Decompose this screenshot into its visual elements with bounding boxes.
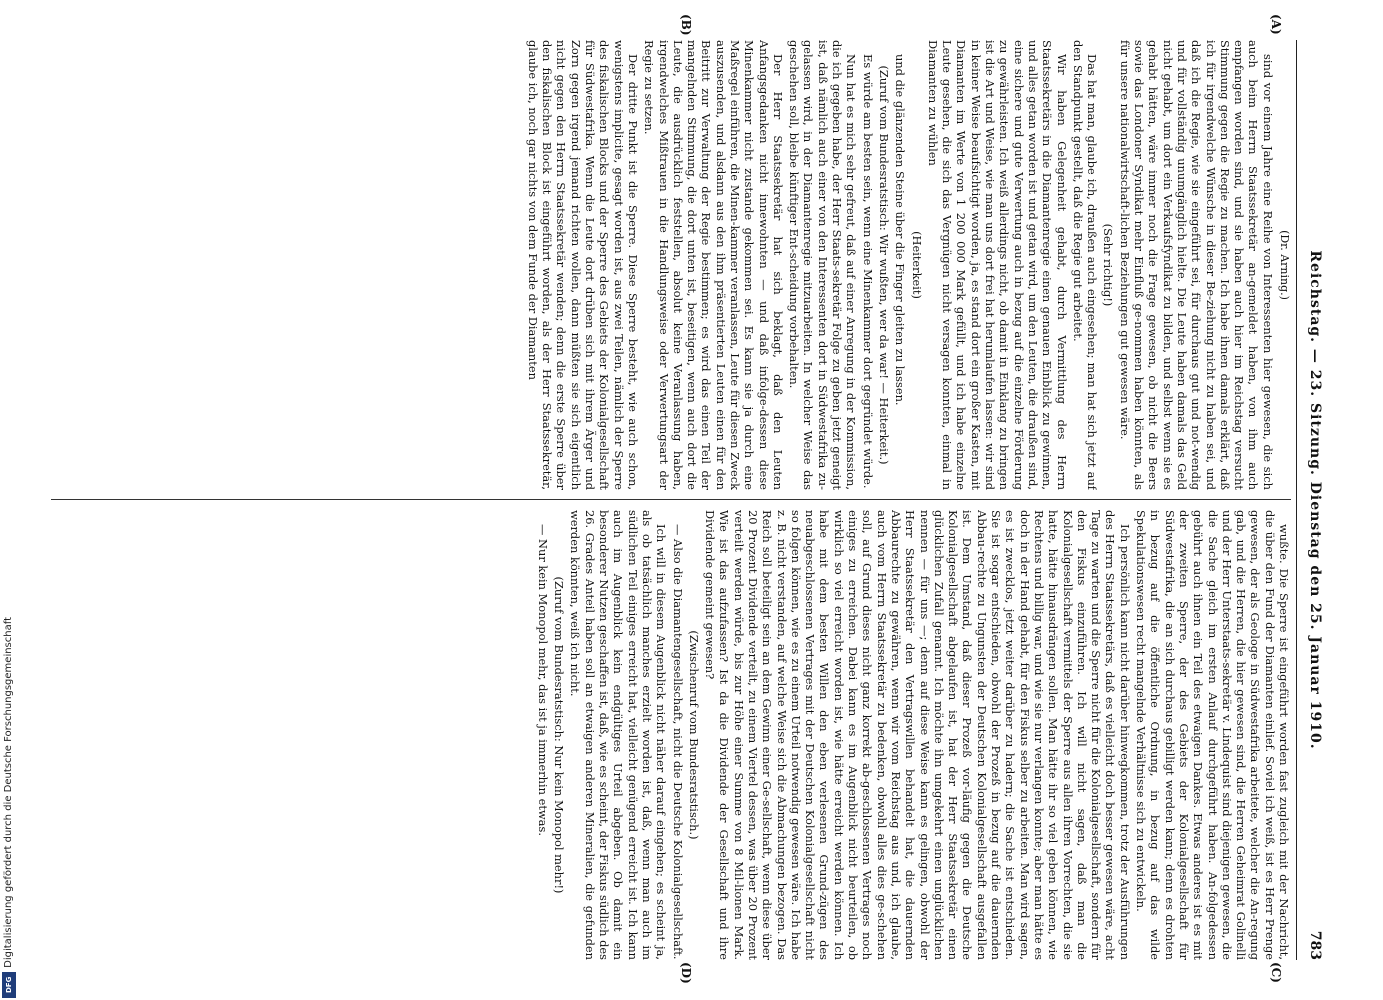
left-column — [41, 40, 1291, 490]
paragraph: Das hat man, glaube ich, draußen auch eingesehen; man hat sich jetzt auf den Standpunkt gestellt, daß die Regie gut arbeitet. — [1070, 40, 1100, 490]
header-rule — [1296, 40, 1297, 960]
header-title: Reichstag. — 23. Sitzung. Dienstag den 25. Januar 1910. — [1307, 250, 1323, 750]
column-divider — [51, 499, 1291, 500]
paragraph: wußte. Die Sperre ist eingeführt worden fast zugleich mit der Nachricht, die über den Fund der Diamanten einlief. Soviel ich weiß, ist es Herr Prenge gewesen, der als Geologe in Südwestafrika arbeitete, welcher die An-regung gab, und die Herren, die hier gewesen sind, die Herren Geheimrat Golinelli und der Herr Unterstaats-sekretär v. Lindequist sind diejenigen gewesen, die die Sache gleich im ersten Anlauf durchgeführt haben. An-folgedessen gebührt auch ihnen ein Teil des etwaigen Dankes. Etwas anderes ist es mit der zweiten Sperre, der des Gebiets der Kolonialgesellschaft für Südwestafrika, die an sich durchaus gebilligt werden kann; denn es drohten in bezug auf die öffentliche Ordnung, in bezug auf das wilde Spekulationswesen recht mangelnde Verhältnisse sich zu entwickeln. — [1134, 510, 1291, 960]
interjection: (Sehr richtig!) — [1101, 223, 1116, 307]
interjection: (Zuruf vom Bundesratstisch: Wir wußten, wer da war! — Heiterkeit.) — [876, 65, 891, 465]
margin-mark-a: (A) — [1269, 14, 1283, 35]
paragraph: — Nur kein Monopol mehr, das ist ja immerhin etwas. — [535, 524, 550, 836]
speaker-label: (Dr. Arning.) — [1278, 230, 1291, 300]
margin-mark-d: (D) — [679, 962, 693, 984]
paragraph: Nun hat es mich sehr gefreut, daß auf einer Anregung in der Kommission, die ich gegeben habe, der Herr Staats-sekretär Folge zu geben jetzt geneigt ist, daß nämlich auch einer von den Interessenten dort in Südwestafrika zu-gelassen wird, in der Diamantenregie mitzuarbeiten. In welcher Weise das geschehen soll, bleibe künftiger Ent-scheidung vorbehalten. — [787, 40, 859, 490]
interjection: (Zuruf vom Bundesratstisch: Nur kein Monopol mehr!) — [552, 576, 567, 894]
digitization-footer — [0, 0, 18, 1000]
page-number: 783 — [1307, 930, 1323, 960]
interjection: (Zwischenruf vom Bundesratstisch.) — [686, 630, 701, 840]
footer-credit: Digitalisierung gefördert durch die Deutsche Forschungsgemeinschaft — [3, 617, 14, 968]
paragraph: Der dritte Punkt ist die Sperre. Diese Sperre besteht, wie auch schon, wenigstens implicite, gesagt worden ist, aus zwei Teilen, nämlich der Sperre des fiskalischen Blocks und der Sperre des Gebiets der Kolonialgesellschaft für Südwestafrika. Wenn die Leute dort drüben sich mit ihrem Ärger und Zorn gegen irgend jemand richten wollen, dann müßten sie sich eigentlich nicht gegen den Herrn Staatssekretär wenden; denn die erste Sperre über den fiskalischen Block ist eingeführt worden, als der Herr Staatssekretär, glaube ich, noch gar nichts von dem Funde der Diamanten — [525, 40, 640, 490]
paragraph: Ich will in diesem Augenblick nicht näher darauf eingehen; es scheint ja, als ob tatsächlich manches erzielt worden ist, daß, wenn man auch im südlichen Teil einiges erreicht hat, vielleicht genügend erreicht ist. Ich kann auch im Augenblick kein endgültiges Urteil abgeben. Ob damit ein besonderer Nutzen geschaffen ist, daß, wie es scheint, der Fiskus südlich des 26. Grades Anteil haben soll an etwaigen anderen Mineralien, die gefunden werden könnten, weiß ich nicht. — [568, 510, 669, 960]
paragraph: Ich persönlich kann nicht darüber hinwegkommen, trotz der Ausführungen des Herrn Staatssekretärs, daß es vielleicht doch besser gewesen wäre, acht Tage zu warten und die Sperre nicht für die Kolonialgesellschaft, sondern für den Fiskus einzuführen. Ich will nicht sagen, daß man die Kolonialgesellschaft vermittels der Sperre aus allen ihren Vorrechten, die sie hatte, hätte hinausdrängen sollen. Man hätte ihr so viel geben können, wie Rechtens und billig war, und wie sie nur verlangen konnte; aber man hätte es doch in der Hand gehabt, für den Fiskus selber zu arbeiten. Man wird sagen, es ist zwecklos, jetzt weiter darüber zu hadern; die Sache ist entschieden. Sie ist sogar entschieden, obwohl der Prozeß in bezug auf die dauernden Abbau-rechte zu Ungunsten der Deutschen Kolonialgesellschaft ausgefallen ist. Dem Umstand, daß dieser Prozeß vor-läufig gegen die Deutsche Kolonialgesellschaft abgelaufen ist, hat der Herr Staatssekretär einen glücklichen Zufall genannt. Ich möchte ihn umgekehrt einen unglücklichen nennen — für uns —; denn auf diese Weise kann es gelingen, obwohl der Herr Staatssekretär den Vertragswillen behandelt hat, die dauernden Abbaurechte zu gewähren, wenn wir vom Reichstag aus und, ich glaube, auch vom Herrn Staatssekretär zu bedenken, obwohl alles dies ge-schehen soll, auf Grund dieses nicht ganz korrekt ab-geschlossenen Vertrages noch einiges zu erreichen. Dabei kann es im Augenblick nicht beurteilen, ob wirklich so viel erreicht worden ist, wie hätte erreicht werden können. Ich habe mit dem besten Willen den eben verlesenen Grund-zügen des neuabgeschlossenen Vertrages mit der Deutschen Kolonialgesellschaft nicht so folgen können, wie es zu einem Urteil notwendig gewesen wäre. Ich habe z. B. nicht verstanden, auf welche Weise sich die Abmachungen bezogen. Das Reich soll beteiligt sein an dem Gewinn einer Ge-sellschaft, wenn diese über 20 Prozent Dividende verteilt, zu einem Viertel dessen, was über 20 Prozent verteilt werden würde, bis zur Höhe einer Summe von 8 Mil-lionen Mark. Wie ist das aufzufassen? Ist da die Dividende der Gesellschaft und ihre Dividende gemeint gewesen? — [703, 510, 1132, 960]
paragraph: Wir haben Gelegenheit gehabt, durch Vermittlung des Herrn Staatssekretärs in die Diamantenregie einen genauen Einblick zu gewinnen, und alles getan worden ist und getan wird, um den Leuten, die draußen sind, eine sichere und gute Verwertung auch in bezug auf die einzelne Förderung zu gewährleisten. Ich weiß allerdings nicht, ob damit in Einklang zu bringen ist die Art und Weise, wie man uns dort frei hat herumlaufen lassen: wir sind in keiner Weise beaufsichtigt worden, ja, es stand dort ein großer Kasten, mit Diamanten im Werte von 1 200 000 Mark gefüllt, und ich habe einzelne Leute gesehen, die sich das Vergnügen nicht versagen konnten, einmal in Diamanten zu wühlen — [925, 40, 1069, 490]
paragraph: Der Herr Staatssekretär hat sich beklagt, daß den Leuten Anfangsgedanken nicht innewohnten — und daß infolge-dessen diese Minenkammer nicht zustande gekommen sei. Es kann sie ja durch eine Maßregel einführen, die Minen-kammer veranlassen, Leute für diesen Zweck auszusenden, und alsdann aus den ihm präsentierten Leuten einen für den Beitritt zur Verwaltung der Regie bestimmen; es wird das einen Teil der mangelnden Stimmung, die dort unten ist, beseitigen, wenn auch dort die Leute, die ausdrücklich feststellen, absolut keine Veranlassung haben, irgendwelches Mißtrauen in die Handlungsweise oder Verwertungsart der Regie zu setzen. — [642, 40, 785, 490]
dfg-logo-icon: DFG — [2, 972, 16, 998]
interjection: (Heiterkeit) — [909, 231, 924, 299]
margin-mark-b: (B) — [679, 14, 693, 36]
paragraph: Es würde am besten sein, wenn eine Minenkammer dort gegründet würde. — [860, 54, 875, 489]
paragraph: sind vor einem Jahre eine Reihe von Interessenten hier gewesen, die sich auch beim Herrn Staatssekretär an-gemeldet haben, von ihm auch empfangen worden sind, und sie haben auch hier im Reichstag versucht Stimmung gegen die Regie zu machen. Ich habe ihnen damals erklärt, daß ich für irgendwelche Wünsche in dieser Be-ziehung nicht zu haben sei, und daß ich die Regie, wie sie eingeführt sei, für durchaus gut und not-wendig und für vollständig unumgänglich hielte. Die Leute haben damals das Geld nicht gehabt, um dort ein Verkaufsfyndikat zu bilden, und selbst wenn sie es gehabt hätten, wäre immer noch die Frage gewesen, ob nicht die Beers sowie das Londoner Syndikat mehr Einfluß ge-nommen haben könnten, als für unsere nationalwirtschaft-lichen Beziehungen gut gewesen wäre. — [1117, 40, 1275, 490]
page-header — [1301, 40, 1323, 960]
right-column — [41, 510, 1291, 960]
paragraph: — Also die Diamantengesellschaft, nicht die Deutsche Kolonialgesellschaft. — [670, 524, 685, 960]
margin-mark-c: (C) — [1269, 962, 1283, 983]
paragraph: und die glänzenden Steine über die Finger gleiten zu lassen. — [893, 54, 908, 406]
